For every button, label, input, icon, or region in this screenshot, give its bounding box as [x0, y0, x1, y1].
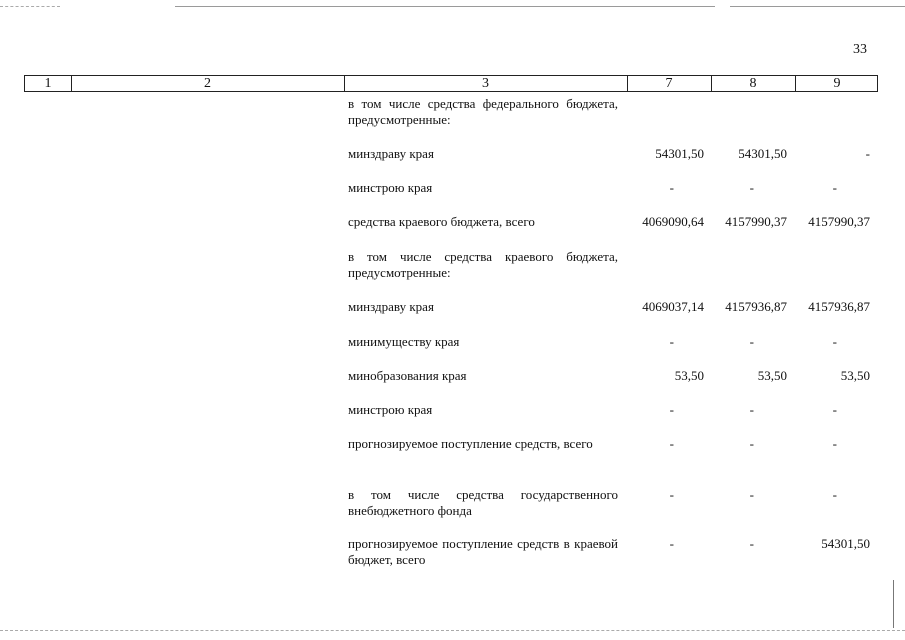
cell-col7: -: [669, 487, 674, 502]
cell-col9: -: [865, 146, 870, 161]
row-label: средства краевого бюджета, всего: [348, 214, 535, 229]
cell-col8: -: [749, 402, 754, 417]
cell-col7: -: [669, 536, 674, 551]
scan-artifact-line: [175, 6, 715, 7]
row-label: в том числе средства краевого бюджета, предусмотренные:: [348, 249, 618, 280]
cell-col7: -: [669, 436, 674, 451]
cell-col8: 4157990,37: [725, 214, 787, 229]
cell-col8: -: [749, 334, 754, 349]
cell-col9: 4157990,37: [808, 214, 870, 229]
row-label: минстрою края: [348, 402, 433, 417]
cell-col9: -: [832, 334, 837, 349]
row-label: минобразования края: [348, 368, 467, 383]
cell-col9: -: [832, 402, 837, 417]
cell-col8: 54301,50: [738, 146, 787, 161]
page-number: 33: [853, 42, 867, 57]
cell-col8: -: [749, 487, 754, 502]
cell-col7: 4069090,64: [642, 214, 704, 229]
cell-col8: -: [749, 536, 754, 551]
scan-artifact-line: [0, 6, 60, 7]
row-label: минздраву края: [348, 146, 434, 161]
column-header: 9: [833, 76, 841, 91]
cell-col8: -: [749, 180, 754, 195]
column-header: 1: [44, 76, 52, 91]
row-label: минимуществу края: [348, 334, 460, 349]
cell-col9: -: [832, 436, 837, 451]
cell-col9: 54301,50: [821, 536, 870, 551]
cell-col9: -: [832, 180, 837, 195]
scan-artifact-line: [893, 580, 894, 628]
column-header: 2: [204, 76, 211, 91]
cell-col7: -: [669, 402, 674, 417]
column-header: 8: [749, 76, 757, 91]
row-label: в том числе средства федерального бюджета, предусмотренные:: [348, 96, 618, 127]
cell-col8: 4157936,87: [725, 299, 787, 314]
cell-col8: 53,50: [757, 368, 787, 383]
scan-artifact-line: [0, 630, 905, 631]
cell-col7: -: [669, 334, 674, 349]
column-header: 7: [665, 76, 673, 91]
cell-col7: 54301,50: [655, 146, 704, 161]
cell-col8: -: [749, 436, 754, 451]
cell-col7: -: [669, 180, 674, 195]
column-header: 3: [482, 76, 489, 91]
cell-col9: 53,50: [840, 368, 870, 383]
table-header: [24, 75, 878, 92]
row-label: прогнозируемое поступление средств в краевой бюджет, всего: [348, 536, 618, 567]
row-label: минстрою края: [348, 180, 433, 195]
row-label: в том числе средства государственного внебюджетного фонда: [348, 487, 618, 518]
cell-col9: -: [832, 487, 837, 502]
cell-col7: 4069037,14: [642, 299, 704, 314]
row-label: минздраву края: [348, 299, 434, 314]
cell-col9: 4157936,87: [808, 299, 870, 314]
scan-artifact-line: [730, 6, 905, 7]
row-label: прогнозируемое поступление средств, всего: [348, 436, 593, 451]
cell-col7: 53,50: [674, 368, 704, 383]
